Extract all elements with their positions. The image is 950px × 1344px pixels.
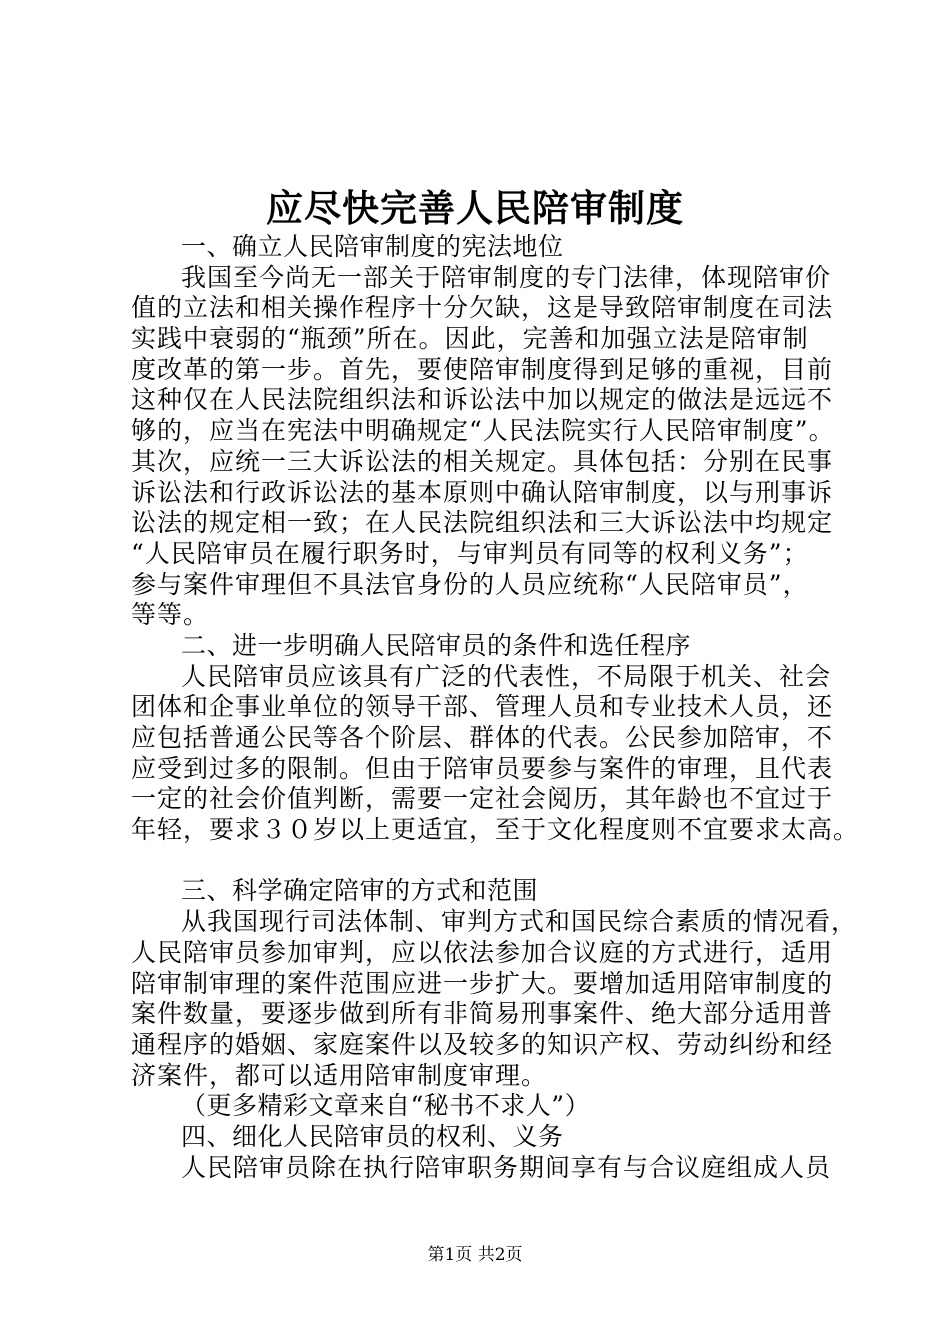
text-line: 其次，应统一三大诉讼法的相关规定。具体包括：分别在民事 — [131, 446, 834, 476]
text-line: 人民陪审员除在执行陪审职务期间享有与合议庭组成人员 — [181, 1152, 832, 1182]
document-body — [131, 232, 860, 1183]
text-line: 等等。 — [131, 600, 210, 630]
text-line: 值的立法和相关操作程序十分欠缺，这是导致陪审制度在司法 — [131, 293, 834, 323]
section-heading-line: 四、细化人民陪审员的权利、义务 — [181, 1121, 564, 1151]
text-line: 人民陪审员参加审判，应以依法参加合议庭的方式进行，适用 — [131, 937, 834, 967]
text-line: 年轻，要求３０岁以上更适宜，至于文化程度则不宜要求太高。 — [131, 815, 860, 845]
section-heading-line: 一、确立人民陪审制度的宪法地位 — [181, 232, 564, 261]
text-line: 够的，应当在宪法中明确规定“人民法院实行人民陪审制度”。 — [131, 416, 835, 446]
section-heading-line: 三、科学确定陪审的方式和范围 — [181, 876, 539, 906]
text-line: 陪审制审理的案件范围应进一步扩大。要增加适用陪审制度的 — [131, 968, 834, 998]
text-line: 讼法的规定相一致；在人民法院组织法和三大诉讼法中均规定 — [131, 508, 834, 538]
document-title: 应尽快完善人民陪审制度 — [266, 186, 684, 230]
text-line: 这种仅在人民法院组织法和诉讼法中加以规定的做法是远远不 — [131, 385, 834, 415]
section-heading-line: 二、进一步明确人民陪审员的条件和选任程序 — [181, 630, 692, 660]
text-line: 实践中衰弱的“瓶颈”所在。因此，完善和加强立法是陪审制 — [131, 324, 809, 354]
text-line: 应受到过多的限制。但由于陪审员要参与案件的审理，且代表 — [131, 753, 834, 783]
text-line: 参与案件审理但不具法官身份的人员应统称“人民陪审员”， — [131, 569, 809, 599]
text-line: 团体和企事业单位的领导干部、管理人员和专业技术人员，还 — [131, 692, 834, 722]
text-line: 通程序的婚姻、家庭案件以及较多的知识产权、劳动纠纷和经 — [131, 1029, 834, 1059]
section-heading-line: （更多精彩文章来自“秘书不求人”） — [181, 1091, 591, 1121]
text-line: 度改革的第一步。首先，要使陪审制度得到足够的重视，目前 — [131, 354, 834, 384]
text-line: 我国至今尚无一部关于陪审制度的专门法律，体现陪审价 — [181, 262, 832, 292]
text-line: “人民陪审员在履行职务时，与审判员有同等的权利义务”； — [131, 538, 809, 568]
text-line: 一定的社会价值判断，需要一定社会阅历，其年龄也不宜过于 — [131, 784, 834, 814]
text-line: 诉讼法和行政诉讼法的基本原则中确认陪审制度，以与刑事诉 — [131, 477, 834, 507]
text-line: 从我国现行司法体制、审判方式和国民综合素质的情况看， — [181, 907, 858, 937]
text-line: 济案件，都可以适用陪审制度审理。 — [131, 1060, 548, 1090]
text-line: 应包括普通公民等各个阶层、群体的代表。公民参加陪审，不 — [131, 723, 834, 752]
blank-line — [131, 846, 851, 877]
page-footer: 第1页 共2页 — [427, 1245, 523, 1265]
text-line: 人民陪审员应该具有广泛的代表性，不局限于机关、社会 — [181, 661, 832, 691]
text-line: 案件数量，要逐步做到所有非简易刑事案件、绝大部分适用普 — [131, 999, 834, 1029]
